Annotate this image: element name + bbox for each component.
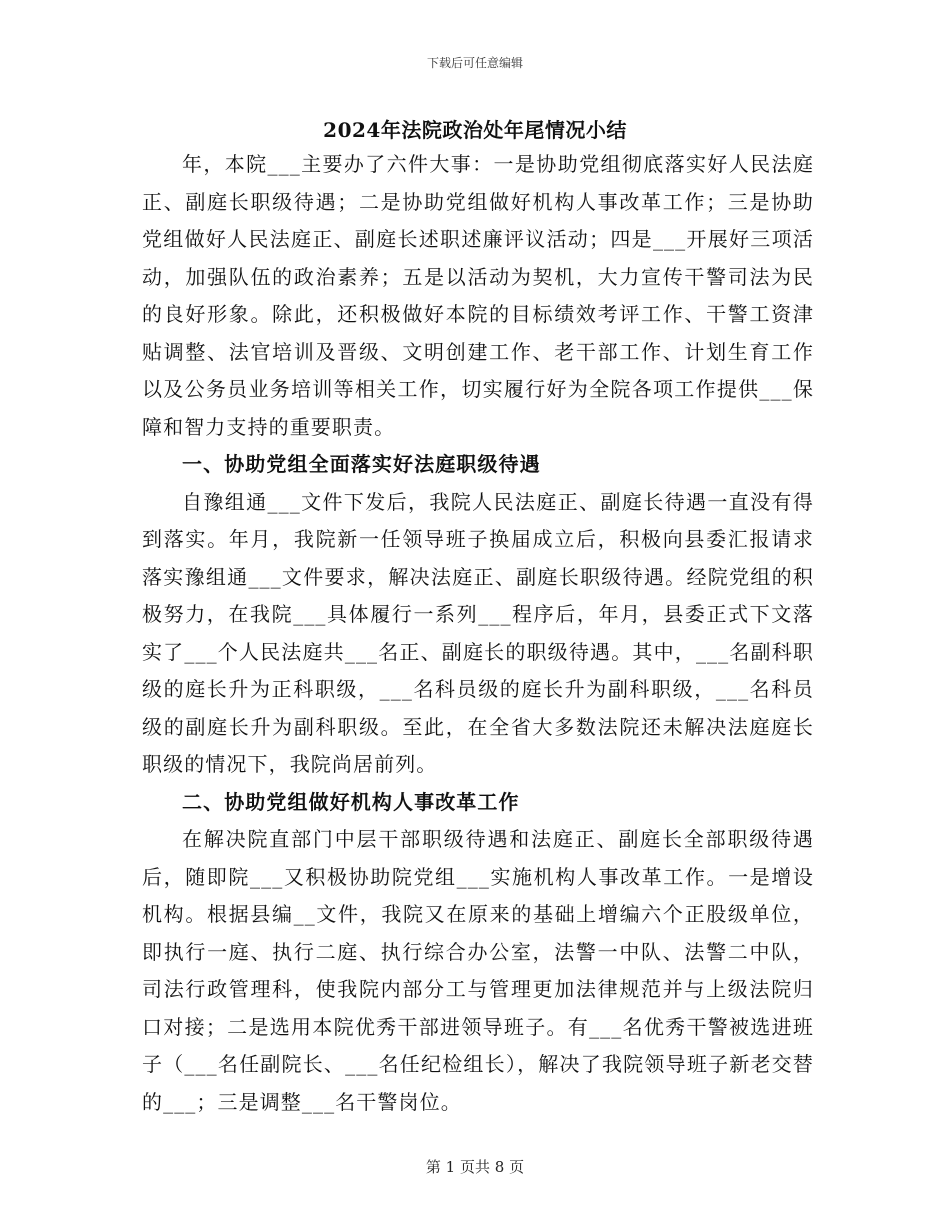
section-heading-2: 二、协助党组做好机构人事改革工作 — [182, 789, 520, 814]
intro-paragraph: 年，本院___主要办了六件大事：一是协助党组彻底落实好人民法庭正、副庭长职级待遇；二是协助党组做好机构人事改革工作；三是协助党组做好人民法庭正、副庭长述职述廉评议活动；四是___开展好三项活动，加强队伍的政治素养；五是以活动为契机，大力宣传干警司法为民的良好形象。除此，还积极做好本院的目标绩效考评工作、干警工资津贴调整、法官培训及晋级、文明创建工作、老干部工作、计划生育工作以及公务员业务培训等相关工作，切实履行好为全院各项工作提供___保障和智力支持的重要职责。 — [142, 152, 814, 439]
section-heading-1: 一、协助党组全面落实好法庭职级待遇 — [182, 452, 541, 476]
section-2-paragraph: 在解决院直部门中层干部职级待遇和法庭正、副庭长全部职级待遇后，随即院___又积极协助院党组___实施机构人事改革工作。一是增设机构。根据县编__文件，我院又在原来的基础上增编六个正股级单位，即执行一庭、执行二庭、执行综合办公室，法警一中队、法警二中队，司法行政管理科，使我院内部分工与管理更加法律规范并与上级法院归口对接；二是选用本院优秀干部进领导班子。有___名优秀干警被选进班子（___名任副院长、___名任纪检组长），解决了我院领导班子新老交替的___；三是调整___名干警岗位。 — [142, 827, 814, 1114]
page-number: 第 1 页共 8 页 — [425, 1158, 525, 1176]
document-title: 2024年法院政治处年尾情况小结 — [323, 118, 627, 142]
document-body — [142, 146, 814, 1121]
section-1-paragraph: 自豫组通___文件下发后，我院人民法庭正、副庭长待遇一直没有得到落实。年月，我院新一任领导班子换届成立后，积极向县委汇报请求落实豫组通___文件要求，解决法庭正、副庭长职级待遇。经院党组的积极努力，在我院___具体履行一系列___程序后，年月，县委正式下文落实了___个人民法庭共___名正、副庭长的职级待遇。其中，___名副科职级的庭长升为正科职级，___名科员级的庭长升为副科职级，___名科员级的副庭长升为副科职级。至此，在全省大多数法院还未解决法庭庭长职级的情况下，我院尚居前列。 — [142, 489, 814, 776]
download-note: 下载后可任意编辑 — [426, 56, 523, 70]
